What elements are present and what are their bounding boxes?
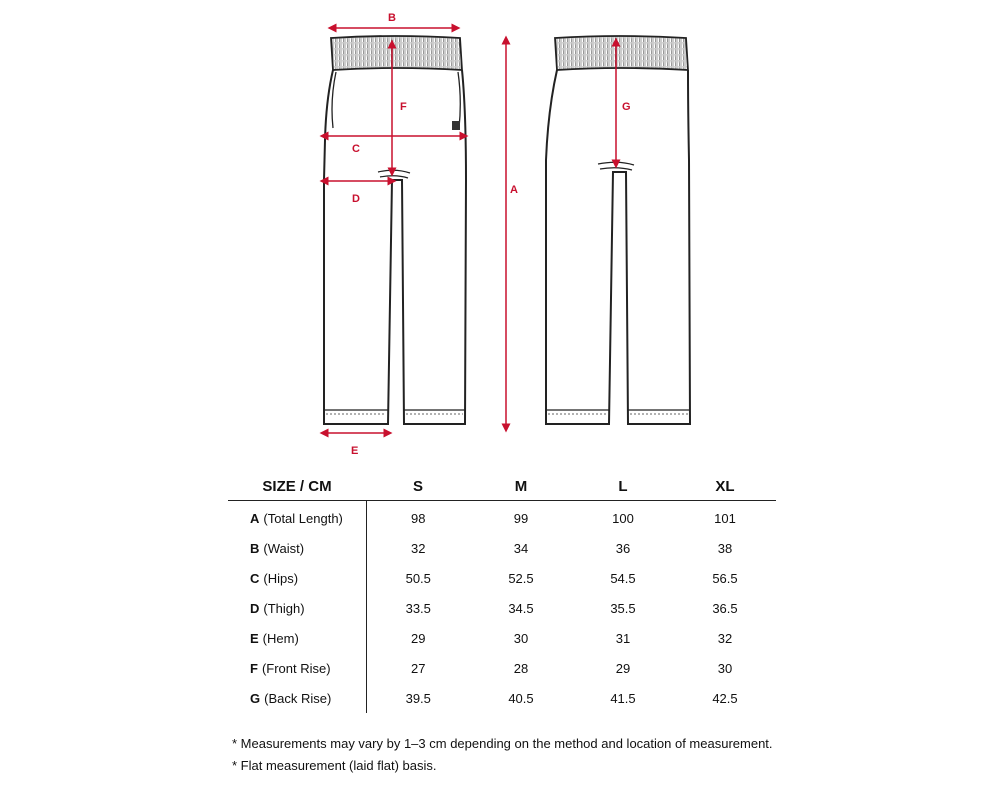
- table-cell: 29: [411, 630, 426, 646]
- measurement-name: (Hem): [262, 630, 299, 646]
- label-d: D: [352, 193, 360, 205]
- table-cell: 30: [717, 660, 733, 676]
- table-cell: 52.5: [508, 570, 534, 586]
- front-view-pants: [324, 36, 466, 424]
- row-label: [228, 533, 366, 563]
- label-c: C: [352, 143, 360, 155]
- table-row: [228, 593, 776, 623]
- size-chart-table: [228, 472, 776, 713]
- table-cell: 34: [513, 540, 529, 556]
- table-cell: 32: [411, 540, 426, 556]
- measurement-code: A: [250, 510, 260, 526]
- row-label: [228, 593, 366, 623]
- table-header-row: [228, 472, 776, 501]
- table-cell: 99: [513, 510, 529, 526]
- table-cell: 41.5: [610, 690, 636, 706]
- measurement-name: (Front Rise): [261, 660, 331, 676]
- table-cell: 100: [612, 510, 634, 526]
- header-size-m: M: [470, 472, 572, 501]
- label-f: F: [400, 101, 407, 113]
- measurement-lines: [324, 28, 616, 433]
- row-label: [228, 683, 366, 713]
- table-cell: 42.5: [712, 690, 738, 706]
- label-a: A: [510, 184, 518, 196]
- row-label: [228, 563, 366, 593]
- back-pants-outline: [546, 70, 690, 424]
- table-cell: 29: [615, 660, 631, 676]
- table-row: [228, 563, 776, 593]
- header-size-s: S: [366, 472, 470, 501]
- measurement-name: (Waist): [263, 540, 305, 556]
- table-cell: 36: [615, 540, 631, 556]
- measurement-code: B: [250, 540, 260, 556]
- label-g: G: [622, 101, 631, 113]
- table-cell: 38: [717, 540, 733, 556]
- table-cell: 98: [411, 510, 426, 526]
- label-b: B: [388, 12, 396, 24]
- measurement-name: (Back Rise): [264, 690, 332, 706]
- header-size-cm: SIZE / CM: [228, 472, 366, 501]
- table-cell: 101: [714, 510, 736, 526]
- header-size-xl: XL: [674, 472, 776, 501]
- table-cell: 33.5: [405, 600, 431, 616]
- table-cell: 28: [513, 660, 529, 676]
- table-cell: 30: [513, 630, 529, 646]
- table-cell: 50.5: [405, 570, 431, 586]
- measurement-name: (Total Length): [263, 510, 343, 526]
- measurement-code: C: [250, 570, 260, 586]
- label-e: E: [351, 445, 359, 457]
- row-label: [228, 653, 366, 683]
- row-label: [228, 501, 366, 534]
- measurement-code: E: [250, 630, 259, 646]
- table-cell: 36.5: [712, 600, 738, 616]
- front-pants-outline: [324, 70, 466, 424]
- table-row: [228, 623, 776, 653]
- row-label: [228, 623, 366, 653]
- table-cell: 31: [615, 630, 631, 646]
- measurement-name: (Hips): [263, 570, 299, 586]
- back-waistband: [555, 36, 688, 70]
- table-cell: 27: [411, 660, 426, 676]
- table-cell: 35.5: [610, 600, 636, 616]
- table-cell: 32: [717, 630, 733, 646]
- table-cell: 40.5: [508, 690, 534, 706]
- measurement-code: G: [250, 690, 261, 706]
- measurement-code: F: [250, 660, 258, 676]
- table-row: [228, 683, 776, 713]
- table-cell: 34.5: [508, 600, 534, 616]
- front-waistband: [331, 36, 462, 70]
- table-cell: 56.5: [712, 570, 738, 586]
- footnote-flat-measurement: * Flat measurement (laid flat) basis.: [232, 758, 437, 773]
- measurement-code: D: [250, 600, 260, 616]
- front-label-tag: [452, 121, 460, 130]
- measurement-name: (Thigh): [263, 600, 305, 616]
- table-cell: 54.5: [610, 570, 636, 586]
- header-size-l: L: [572, 472, 674, 501]
- footnote-measurement-variance: * Measurements may vary by 1–3 cm depending on the method and location of measurement.: [232, 736, 773, 751]
- table-row: [228, 653, 776, 683]
- table-row: [228, 533, 776, 563]
- table-cell: 39.5: [405, 690, 431, 706]
- table-body: [228, 501, 776, 714]
- table-row: [228, 501, 776, 534]
- back-view-pants: [546, 36, 690, 424]
